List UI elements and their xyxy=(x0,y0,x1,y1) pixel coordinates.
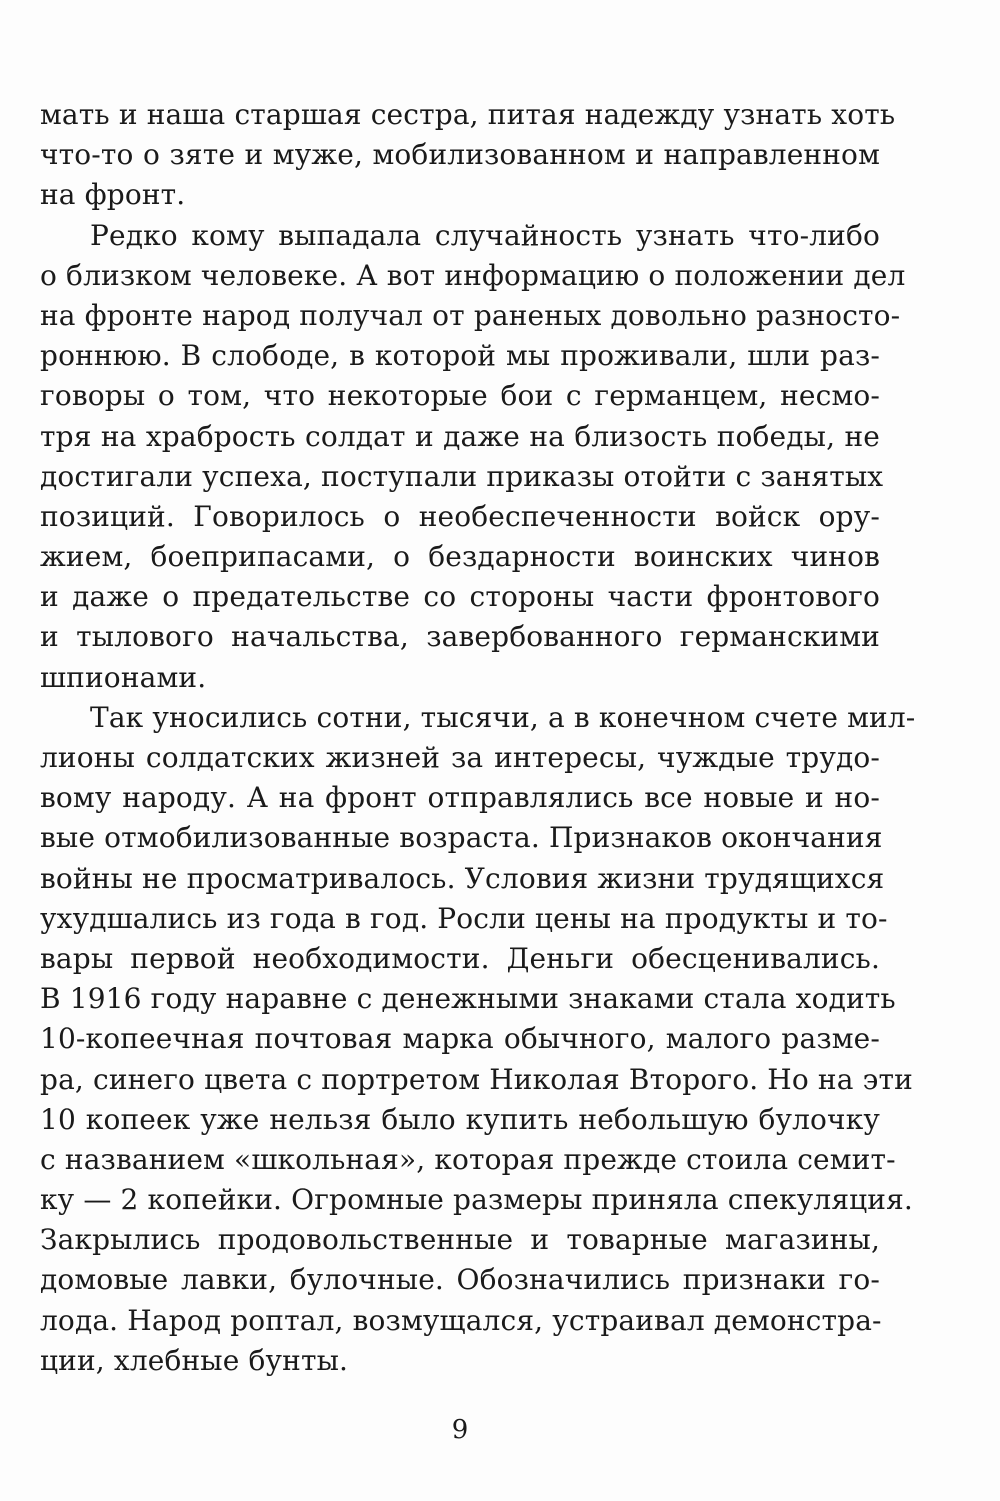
text-line: на фронте народ получал от раненых довольно разносто- xyxy=(40,298,901,332)
text-line: Редко кому выпадала случайность узнать что-либо xyxy=(90,218,880,252)
text-line: достигали успеха, поступали приказы отойти с занятых xyxy=(40,459,884,493)
text-line: ра, синего цвета с портретом Николая Второго. Но на эти xyxy=(40,1062,913,1096)
text-line: и тылового начальства, завербованного германскими xyxy=(40,620,880,654)
text-line: с названием «школьная», которая прежде стоила семит- xyxy=(40,1142,896,1176)
text-line: мать и наша старшая сестра, питая надежду узнать хоть xyxy=(40,98,896,131)
paragraph-3 xyxy=(40,698,916,1381)
text-line: и даже о предательстве со стороны части фронтового xyxy=(40,580,880,614)
text-line: вые отмобилизованные возраста. Признаков окончания xyxy=(40,821,883,855)
text-line: жием, боеприпасами, о бездарности воинских чинов xyxy=(40,540,880,574)
text-line: роннюю. В слободе, в которой мы проживали, шли раз- xyxy=(40,339,880,373)
text-line: говоры о том, что некоторые бои с германцем, несмо- xyxy=(40,379,880,413)
text-line: позиций. Говорилось о необеспеченности войск ору- xyxy=(40,499,880,533)
text-line: домовые лавки, булочные. Обозначились признаки го- xyxy=(40,1263,880,1297)
text-line: войны не просматривалось. Условия жизни трудящихся xyxy=(40,861,885,895)
text-line: о близком человеке. А вот информацию о положении дел xyxy=(40,258,906,292)
text-line: ухудшались из года в год. Росли цены на продукты и то- xyxy=(40,901,888,935)
text-line: вому народу. А на фронт отправлялись все новые и но- xyxy=(40,781,880,815)
text-line: шпионами. xyxy=(40,660,207,694)
text-line: тря на храбрость солдат и даже на близость победы, не xyxy=(40,419,880,453)
text-line: Закрылись продовольственные и товарные магазины, xyxy=(40,1223,880,1257)
paragraph-2 xyxy=(40,216,906,698)
text-line: вары первой необходимости. Деньги обесценивались. xyxy=(40,941,880,975)
text-line: 10-копеечная почтовая марка обычного, малого разме- xyxy=(40,1022,880,1056)
text-line: ку — 2 копейки. Огромные размеры приняла спекуляция. xyxy=(40,1183,913,1217)
text-line: лионы солдатских жизней за интересы, чуждые трудо- xyxy=(40,741,880,774)
paragraph-1 xyxy=(40,95,896,216)
text-line: лода. Народ роптал, возмущался, устраивал демонстра- xyxy=(40,1303,882,1337)
text-line: что-то о зяте и муже, мобилизованном и направленном xyxy=(40,138,880,172)
page-number: 9 xyxy=(451,1415,469,1445)
text-line: В 1916 году наравне с денежными знаками стала ходить xyxy=(40,982,896,1016)
body-text xyxy=(40,95,916,1381)
text-line: ции, хлебные бунты. xyxy=(40,1343,349,1377)
text-line: 10 копеек уже нельзя было купить небольшую булочку xyxy=(40,1102,880,1136)
text-line: Так уносились сотни, тысячи, а в конечном счете мил- xyxy=(90,700,916,734)
text-line: на фронт. xyxy=(40,178,186,212)
